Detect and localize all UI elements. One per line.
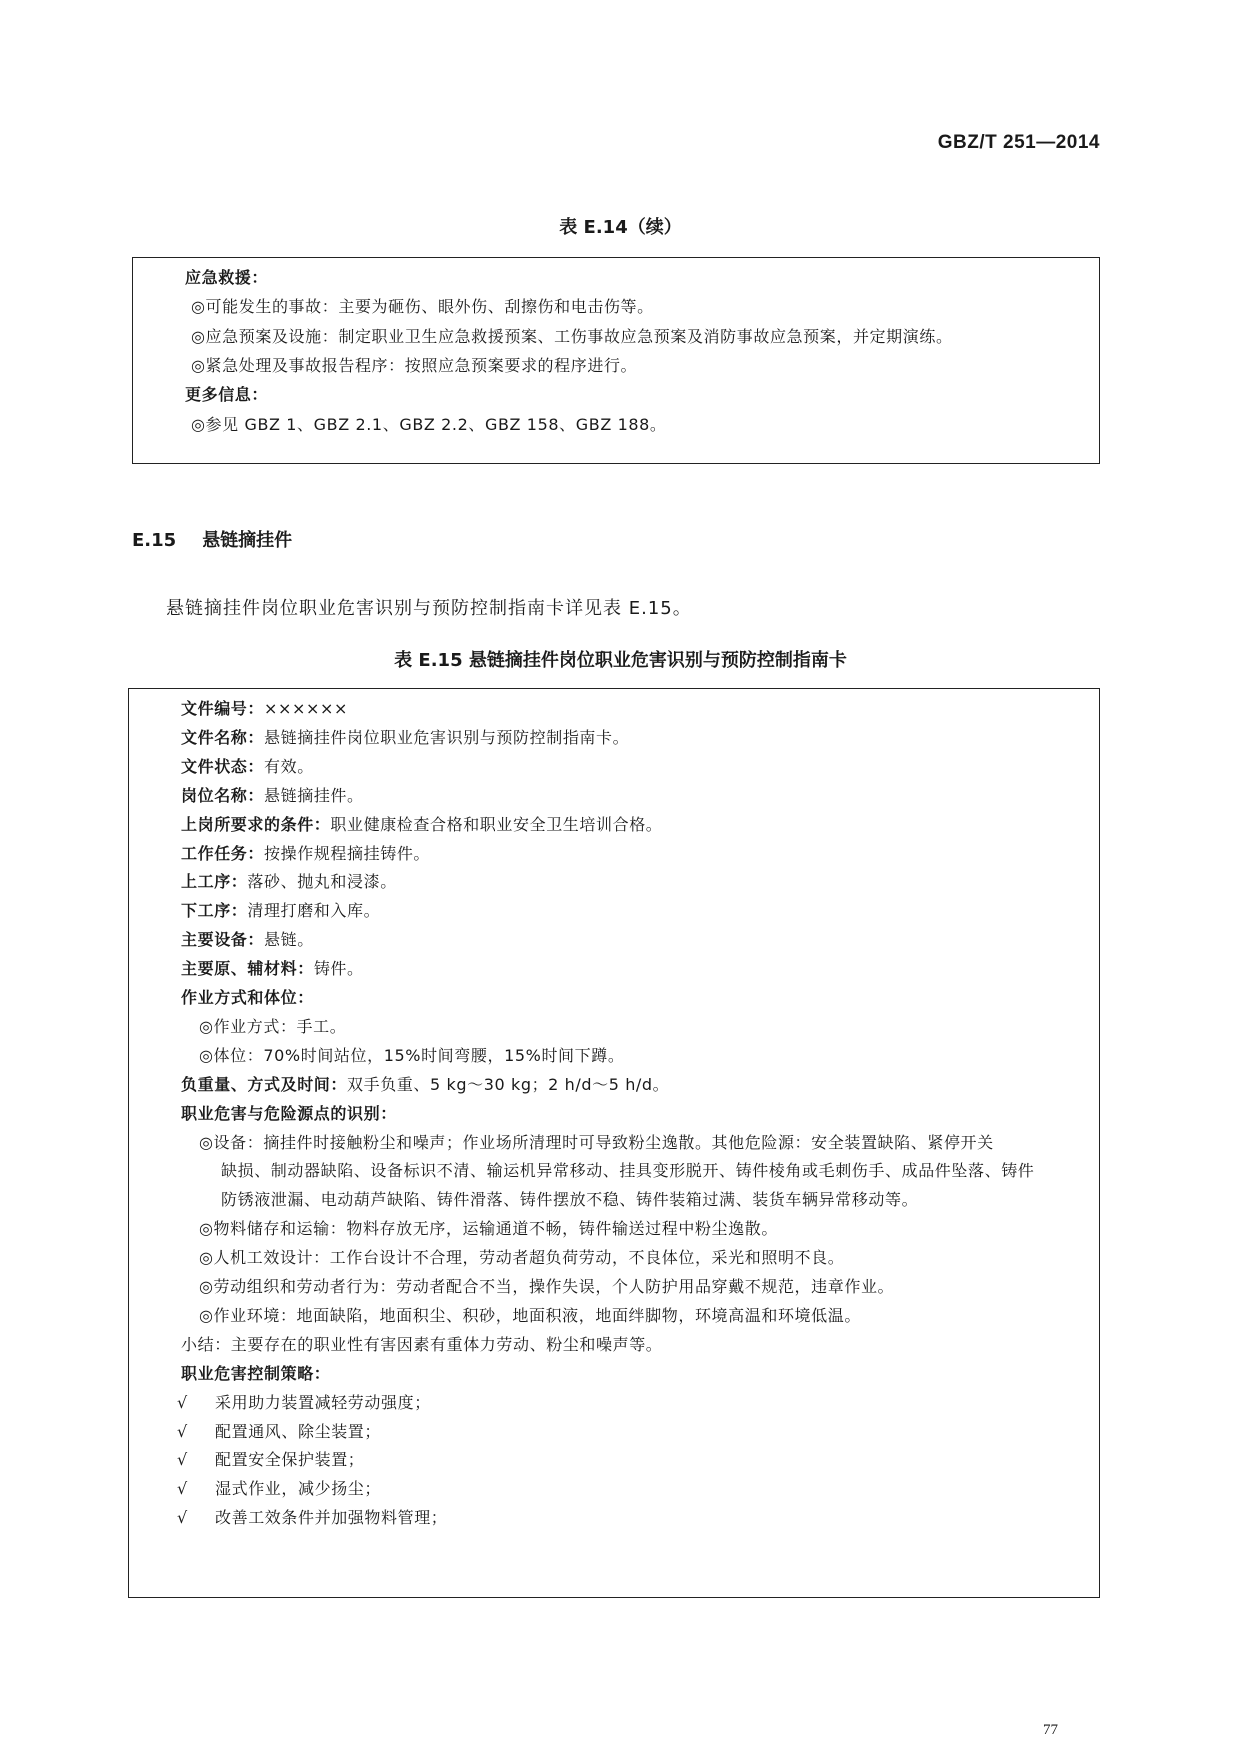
field-value: ◎物料储存和运输：物料存放无序，运输通道不畅，铸件输送过程中粉尘逸散。 [199, 1219, 778, 1239]
field-value: ◎劳动组织和劳动者行为：劳动者配合不当，操作失误，个人防护用品穿戴不规范，违章作业。 [199, 1277, 895, 1296]
table-e14-line-3: ◎紧急处理及事故报告程序：按照应急预案要求的程序进行。 [191, 356, 638, 375]
field-label: 作业方式和体位： [181, 988, 314, 1007]
check-mark-icon: √ [177, 1421, 188, 1441]
checklist-item [177, 1419, 381, 1442]
field-value: ◎人机工效设计：工作台设计不合理，劳动者超负荷劳动，不良体位，采光和照明不良。 [199, 1248, 845, 1268]
check-mark-icon: √ [177, 1508, 188, 1528]
table-e15-line [181, 841, 430, 864]
table-e15-line [181, 1361, 330, 1384]
checklist-text: 改善工效条件并加强物料管理； [215, 1508, 448, 1528]
table-e15-line [181, 725, 629, 748]
table-e15-line [221, 1158, 1034, 1181]
table-e15-line [181, 1072, 669, 1095]
table-e15-line [181, 812, 662, 835]
table-e15-line [199, 1014, 346, 1037]
field-value: 双手负重、5 kg～30 kg；2 h/d～5 h/d。 [347, 1074, 670, 1094]
table-e15-line [199, 1274, 894, 1297]
checklist-text: 配置通风、除尘装置； [215, 1421, 382, 1441]
checklist-item [177, 1476, 381, 1499]
table-e15-line [181, 783, 364, 806]
table-e15-box [128, 688, 1100, 1598]
page-number: 77 [1043, 1722, 1058, 1738]
table-e15-line [199, 1216, 778, 1239]
checklist-text: 采用助力装置减轻劳动强度； [215, 1392, 431, 1412]
table-e15-line [181, 1101, 397, 1124]
field-value: ×××××× [264, 699, 349, 718]
field-label: 上工序： [181, 872, 248, 892]
table-e14-line-5: ◎参见 GBZ 1、GBZ 2.1、GBZ 2.2、GBZ 158、GBZ 188。 [191, 415, 667, 434]
table-e15-line [181, 754, 314, 777]
table-e15-line [199, 1245, 844, 1268]
section-title: 悬链摘挂件 [202, 530, 293, 551]
field-label: 负重量、方式及时间： [181, 1074, 348, 1094]
field-value: 防锈液泄漏、电动葫芦缺陷、铸件滑落、铸件摆放不稳、铸件装箱过满、装货车辆异常移动等。 [221, 1190, 919, 1210]
field-value: 悬链摘挂件岗位职业危害识别与预防控制指南卡。 [264, 727, 630, 747]
check-mark-icon: √ [177, 1479, 188, 1499]
field-value: 小结：主要存在的职业性有害因素有重体力劳动、粉尘和噪声等。 [181, 1334, 663, 1354]
field-label: 文件名称： [181, 727, 265, 747]
checklist-item [177, 1447, 364, 1470]
field-value: ◎体位：70%时间站位，15%时间弯腰，15%时间下蹲。 [199, 1045, 625, 1065]
field-label: 主要原、辅材料： [181, 959, 314, 979]
field-value: 铸件。 [313, 959, 364, 979]
check-mark-icon: √ [177, 1392, 188, 1412]
table-e15-line [181, 956, 364, 979]
section-heading [132, 526, 292, 552]
check-mark-icon: √ [177, 1450, 188, 1470]
table-e15-line [181, 985, 314, 1008]
checklist-text: 湿式作业，减少扬尘； [215, 1479, 382, 1499]
field-label: 文件编号： [181, 699, 265, 718]
table-e14-line-0: 应急救援： [185, 268, 269, 287]
field-label: 职业危害控制策略： [181, 1363, 331, 1383]
section-number: E.15 [132, 530, 177, 551]
table-e15-caption: 表 E.15 悬链摘挂件岗位职业危害识别与预防控制指南卡 [394, 650, 847, 671]
table-e15-line [199, 1043, 624, 1066]
field-value: ◎作业环境：地面缺陷，地面积尘、积砂，地面积液，地面绊脚物，环境高温和环境低温。 [199, 1305, 861, 1325]
field-label: 主要设备： [181, 930, 265, 950]
intro-paragraph: 悬链摘挂件岗位职业危害识别与预防控制指南卡详见表 E.15。 [166, 598, 692, 619]
checklist-item [177, 1505, 447, 1528]
field-value: 职业健康检查合格和职业安全卫生培训合格。 [330, 814, 663, 834]
field-value: ◎设备：摘挂件时接触粉尘和噪声；作业场所清理时可导致粉尘逸散。其他危险源：安全装置缺陷、紧停开关 [199, 1132, 994, 1152]
table-e14-line-4: 更多信息： [185, 385, 269, 404]
table-e14-box [132, 257, 1100, 464]
field-label: 下工序： [181, 901, 248, 921]
field-value: 悬链。 [264, 930, 314, 950]
table-e15-line [221, 1187, 918, 1210]
field-label: 岗位名称： [181, 785, 265, 805]
field-value: 悬链摘挂件。 [264, 785, 364, 805]
table-e15-line [181, 869, 397, 892]
table-e14-caption: 表 E.14（续） [559, 217, 682, 238]
field-label: 上岗所要求的条件： [181, 814, 331, 834]
field-label: 工作任务： [181, 843, 265, 863]
checklist-text: 配置安全保护装置； [215, 1450, 365, 1470]
field-value: 有效。 [264, 756, 314, 776]
table-e15-line [199, 1303, 861, 1326]
field-label: 文件状态： [181, 756, 265, 776]
table-e15-line [181, 1332, 662, 1355]
table-e15-line [181, 927, 314, 950]
table-e15-line [181, 696, 348, 719]
checklist-item [177, 1390, 431, 1413]
field-label: 职业危害与危险源点的识别： [181, 1103, 397, 1123]
standard-code: GBZ/T 251—2014 [937, 132, 1100, 153]
table-e14-line-2: ◎应急预案及设施：制定职业卫生应急救援预案、工伤事故应急预案及消防事故应急预案，并定期演练。 [191, 327, 953, 346]
field-value: 清理打磨和入库。 [247, 901, 381, 921]
table-e14-line-1: ◎可能发生的事故：主要为砸伤、眼外伤、刮擦伤和电击伤等。 [191, 297, 654, 316]
field-value: 落砂、抛丸和浸漆。 [247, 872, 397, 892]
field-value: 缺损、制动器缺陷、设备标识不清、输运机异常移动、挂具变形脱开、铸件棱角或毛刺伤手、成品件坠落、铸件 [221, 1161, 1035, 1181]
table-e15-line [199, 1130, 994, 1153]
field-value: 按操作规程摘挂铸件。 [264, 843, 431, 863]
table-e15-line [181, 898, 380, 921]
field-value: ◎作业方式：手工。 [199, 1016, 347, 1036]
